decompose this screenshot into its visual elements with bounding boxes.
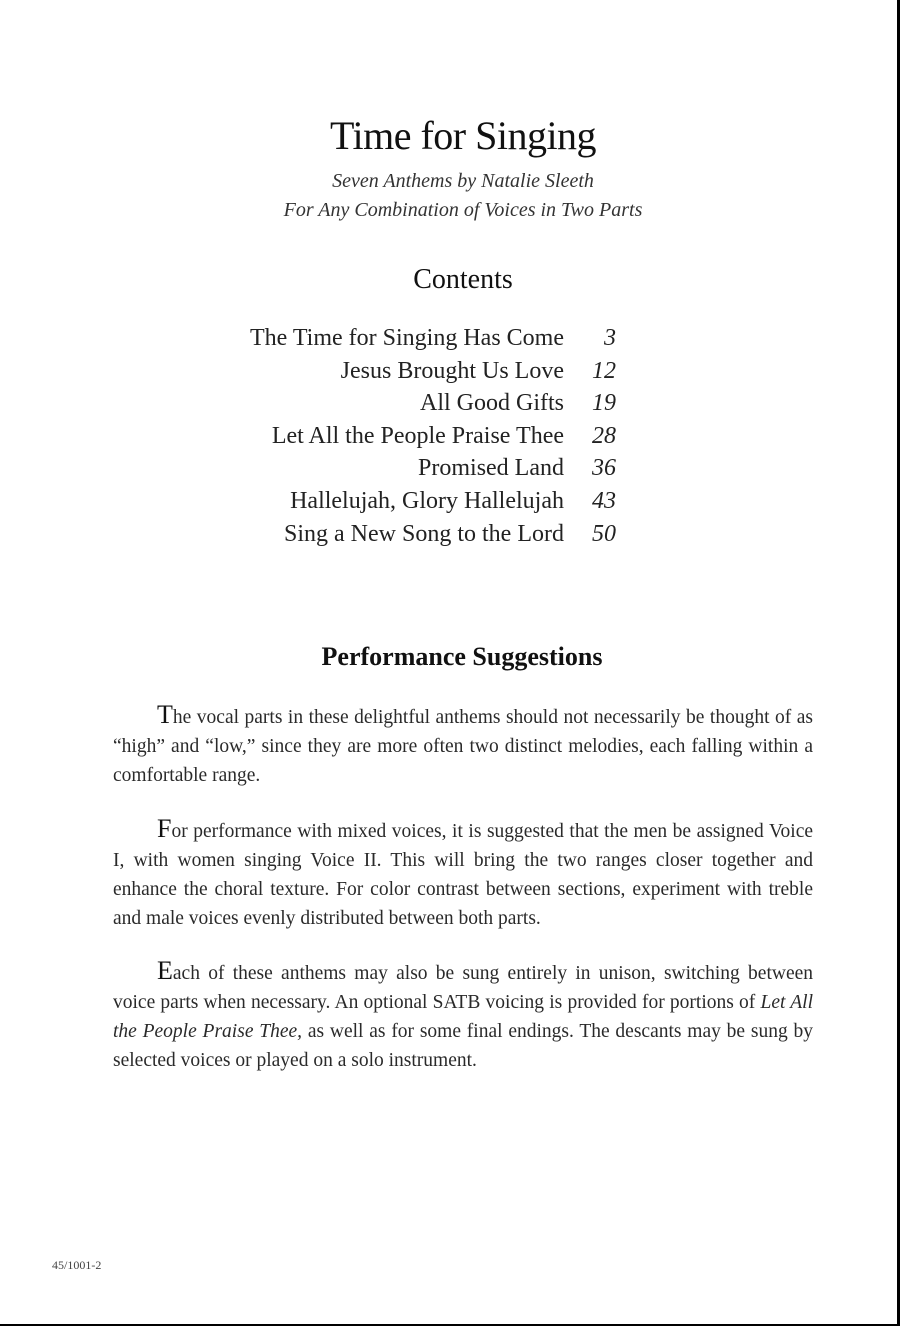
paragraph-unison — [113, 956, 813, 1075]
toc-row — [200, 390, 620, 423]
catalog-code: 45/1001-2 — [52, 1258, 102, 1272]
drop-letter: F — [157, 814, 172, 843]
drop-letter: T — [157, 700, 173, 729]
toc-page-number: 3 — [604, 325, 616, 351]
toc-title: Promised Land — [418, 455, 564, 482]
paragraph-vocal-parts — [113, 700, 813, 790]
paragraph-text: as well as for some final endings. The descants may be sung by selected voices or played on a solo instrument. — [113, 1021, 814, 1071]
paragraph-text: or performance with mixed voices, it is suggested that the men be assigned Voice I, with women singing Voice II. This will bring the two ranges closer together and enhance the choral texture. For color contrast between sections, experiment with treble and male voices evenly distributed between both parts. — [113, 821, 813, 929]
contents-heading: Contents — [413, 264, 513, 295]
toc-page-number: 19 — [592, 390, 616, 417]
paragraph-italic-title: Let All the People Praise Thee, — [113, 992, 813, 1042]
toc-title: All Good Gifts — [420, 390, 564, 417]
toc-row — [200, 325, 620, 358]
performance-heading: Performance Suggestions — [321, 642, 603, 671]
toc-row — [200, 488, 620, 521]
subtitle-composer: Seven Anthems by Natalie Sleeth — [332, 170, 594, 192]
toc-title: Let All the People Praise Thee — [271, 422, 564, 449]
page-title: Time for Singing — [329, 113, 597, 158]
toc-row — [200, 423, 620, 456]
toc-row — [200, 455, 620, 488]
paragraph-mixed-voices — [113, 814, 813, 933]
drop-letter: E — [157, 956, 173, 985]
toc-title: Hallelujah, Glory Hallelujah — [290, 487, 564, 514]
toc-page-number: 50 — [592, 520, 616, 547]
paragraph-text: ach of these anthems may also be sung entirely in unison, switching between voice parts when necessary. An optional SATB voicing is provided for portions of — [113, 963, 813, 1013]
toc-row — [200, 358, 620, 391]
toc-title: Jesus Brought Us Love — [340, 357, 564, 384]
toc-title: Sing a New Song to the Lord — [284, 520, 564, 547]
toc-row — [200, 521, 620, 554]
paragraph-text: he vocal parts in these delightful anthems should not necessarily be thought of as “high” and “low,” since they are more often two distinct melodies, each falling within a comfortable range. — [113, 707, 813, 786]
table-of-contents — [200, 325, 620, 553]
toc-page-number: 36 — [592, 455, 616, 482]
toc-title: The Time for Singing Has Come — [249, 325, 564, 351]
subtitle-voicing: For Any Combination of Voices in Two Parts — [283, 199, 643, 221]
toc-page-number: 43 — [592, 487, 616, 514]
toc-page-number: 12 — [592, 357, 616, 384]
toc-page-number: 28 — [592, 422, 616, 449]
